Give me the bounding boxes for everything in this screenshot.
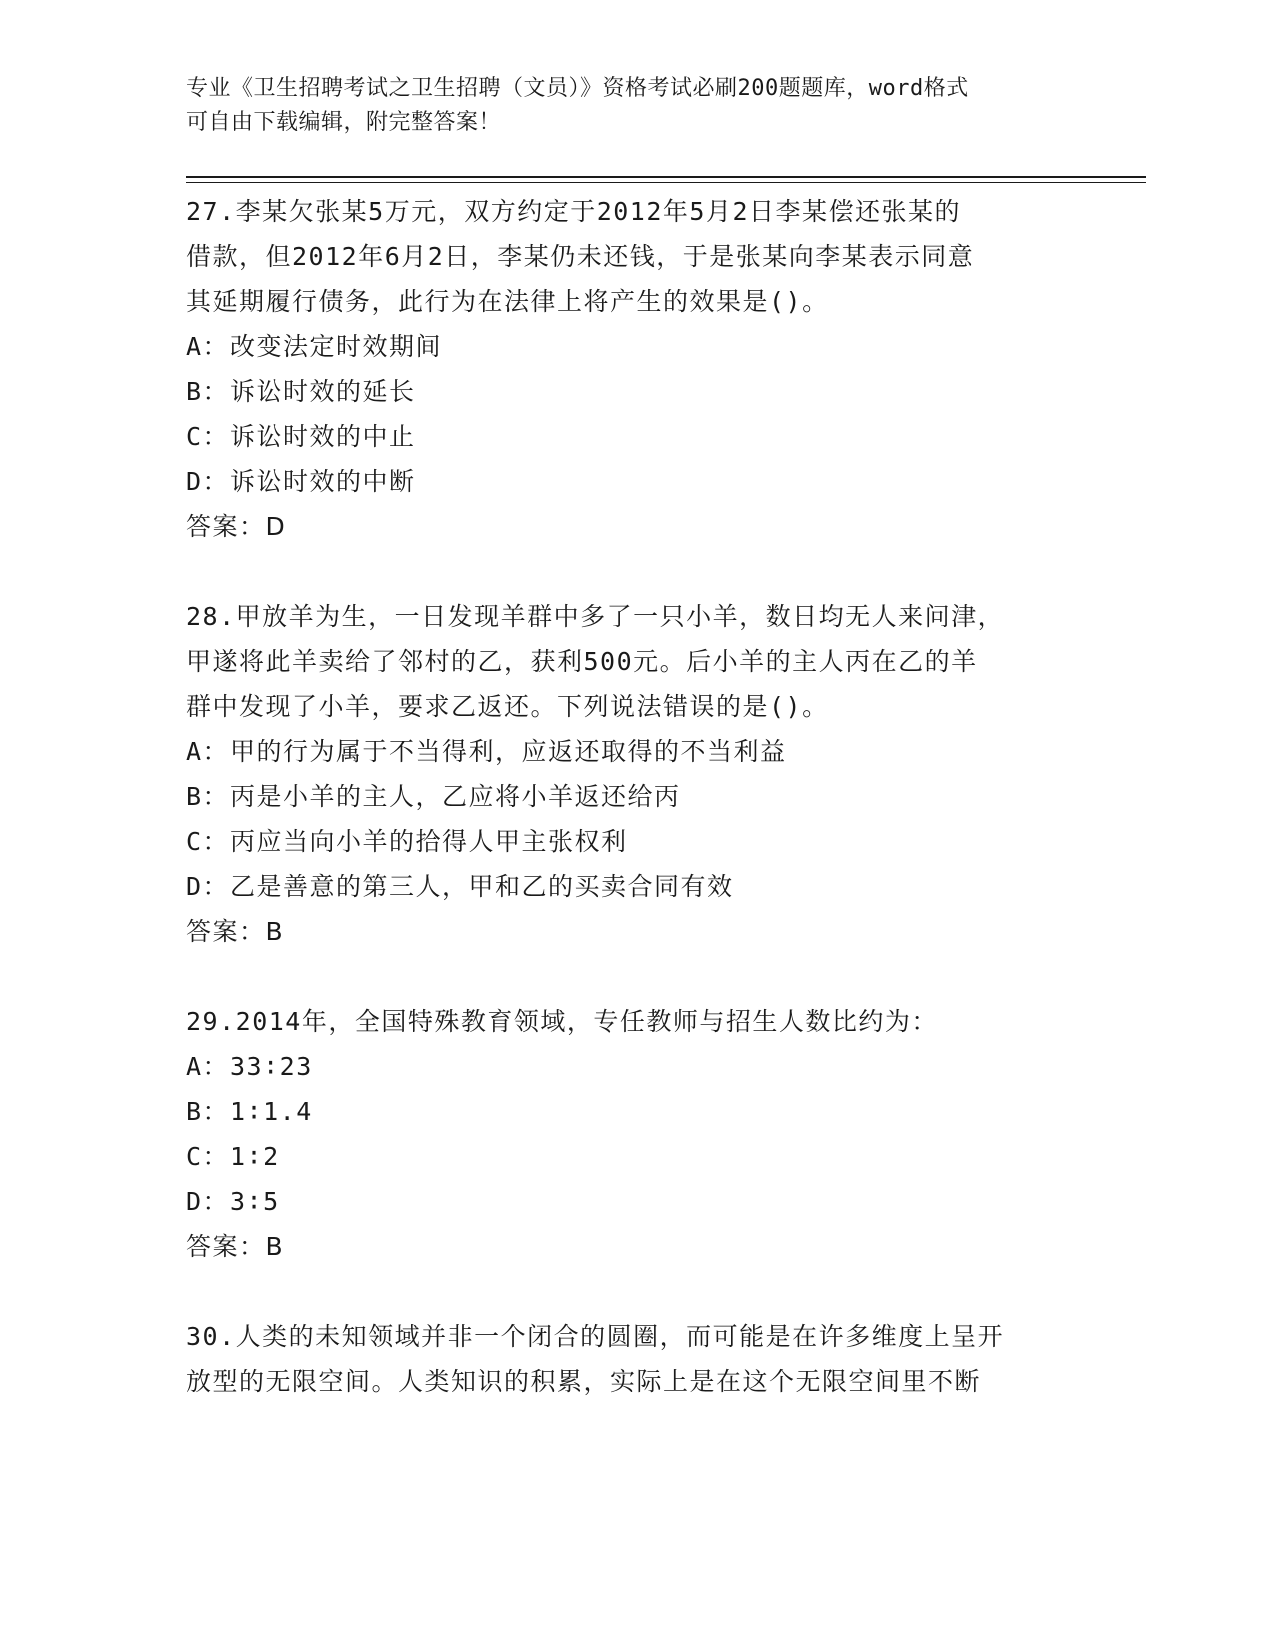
option-text: 1∶2	[230, 1142, 280, 1171]
option-b	[186, 369, 1086, 414]
option-a	[186, 324, 1086, 369]
option-key: C：	[186, 422, 230, 451]
question-stem	[186, 999, 1086, 1044]
stem-line: 29.2014年，全国特殊教育领域，专任教师与招生人数比约为：	[186, 1007, 938, 1036]
answer-label: 答案：B	[186, 1232, 285, 1261]
stem-line: 其延期履行债务，此行为在法律上将产生的效果是()。	[186, 287, 829, 316]
option-text: 33∶23	[230, 1052, 313, 1081]
stem-line: 甲遂将此羊卖给了邻村的乙，获利500元。后小羊的主人丙在乙的羊	[186, 647, 978, 676]
option-key: A：	[186, 332, 230, 361]
stem-line: 30.人类的未知领域并非一个闭合的圆圈，而可能是在许多维度上呈开	[186, 1322, 1005, 1351]
option-text: 诉讼时效的延长	[230, 377, 416, 406]
option-a	[186, 1044, 1086, 1089]
option-text: 甲的行为属于不当得利，应返还取得的不当利益	[230, 737, 787, 766]
stem-line: 28.甲放羊为生，一日发现羊群中多了一只小羊，数日均无人来问津，	[186, 602, 1005, 631]
header-line-1: 专业《卫生招聘考试之卫生招聘（文员）》资格考试必刷200题题库，word格式	[186, 76, 969, 101]
header-divider-thin	[186, 182, 1146, 183]
option-text: 丙是小羊的主人，乙应将小羊返还给丙	[230, 782, 681, 811]
option-text: 1∶1.4	[230, 1097, 313, 1126]
option-key: B：	[186, 1097, 230, 1126]
question-stem	[186, 594, 1086, 729]
option-key: C：	[186, 827, 230, 856]
header-line-2: 可自由下载编辑，附完整答案！	[186, 110, 502, 135]
question-list	[186, 189, 1086, 1449]
question-27	[186, 189, 1086, 549]
option-key: D：	[186, 467, 230, 496]
option-key: C：	[186, 1142, 230, 1171]
header-divider-thick	[186, 176, 1146, 178]
option-c	[186, 414, 1086, 459]
option-d	[186, 459, 1086, 504]
question-28	[186, 594, 1086, 954]
stem-line: 27.李某欠张某5万元，双方约定于2012年5月2日李某偿还张某的	[186, 197, 962, 226]
option-text: 诉讼时效的中断	[230, 467, 416, 496]
answer-label: 答案：B	[186, 917, 285, 946]
option-key: B：	[186, 782, 230, 811]
stem-line: 借款，但2012年6月2日，李某仍未还钱，于是张某向李某表示同意	[186, 242, 975, 271]
option-c	[186, 819, 1086, 864]
option-key: A：	[186, 737, 230, 766]
option-text: 3∶5	[230, 1187, 280, 1216]
question-stem	[186, 1314, 1086, 1404]
stem-line: 放型的无限空间。人类知识的积累，实际上是在这个无限空间里不断	[186, 1367, 982, 1396]
option-key: D：	[186, 872, 230, 901]
option-key: B：	[186, 377, 230, 406]
option-b	[186, 774, 1086, 819]
option-b	[186, 1089, 1086, 1134]
option-text: 乙是善意的第三人，甲和乙的买卖合同有效	[230, 872, 734, 901]
option-key: D：	[186, 1187, 230, 1216]
question-stem	[186, 189, 1086, 324]
question-29	[186, 999, 1086, 1269]
option-text: 改变法定时效期间	[230, 332, 443, 361]
option-text: 丙应当向小羊的拾得人甲主张权利	[230, 827, 628, 856]
option-d	[186, 864, 1086, 909]
option-key: A：	[186, 1052, 230, 1081]
option-a	[186, 729, 1086, 774]
answer-label: 答案：D	[186, 512, 287, 541]
option-text: 诉讼时效的中止	[230, 422, 416, 451]
question-30	[186, 1314, 1086, 1404]
stem-line: 群中发现了小羊，要求乙返还。下列说法错误的是()。	[186, 692, 829, 721]
document-header	[186, 72, 1066, 140]
option-c	[186, 1134, 1086, 1179]
option-d	[186, 1179, 1086, 1224]
